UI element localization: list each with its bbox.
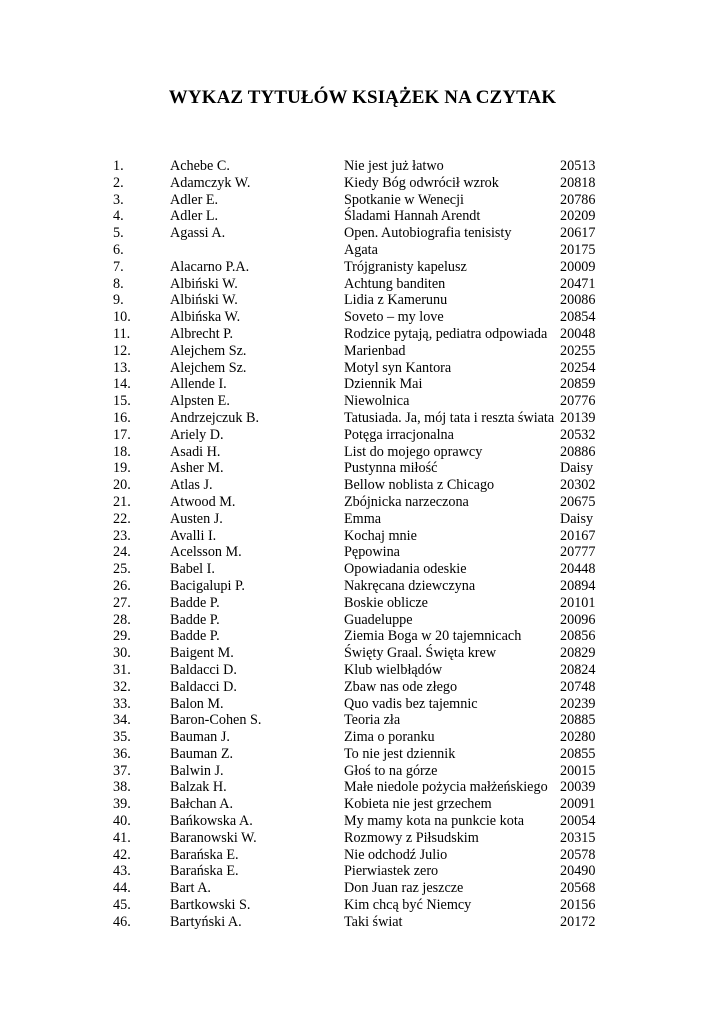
entry-title: Dziennik Mai [344, 376, 423, 393]
entry-title: Nie jest już łatwo [344, 158, 444, 174]
entry-number: 44. [113, 880, 131, 897]
entry-code: 20448 [560, 561, 596, 578]
entry-code: 20009 [560, 258, 596, 275]
list-item [0, 192, 725, 209]
entry-number: 27. [113, 594, 131, 611]
entry-title: Głoś to na górze [344, 762, 438, 779]
entry-code: 20490 [560, 863, 596, 880]
entry-number: 7. [113, 258, 124, 275]
entry-title: Kochaj mnie [344, 527, 417, 544]
list-item [0, 528, 725, 545]
entry-author: Barańska E. [170, 846, 239, 863]
entry-number: 12. [113, 342, 131, 359]
list-item [0, 612, 725, 629]
list-item [0, 561, 725, 578]
entry-author: Achebe C. [170, 158, 230, 174]
entry-number: 11. [113, 325, 131, 342]
entry-author: Andrzejczuk B. [170, 409, 260, 426]
entry-title: Kim chcą być Niemcy [344, 897, 472, 914]
list-item [0, 763, 725, 780]
entry-code: 20302 [560, 477, 596, 494]
entry-number: 26. [113, 577, 131, 594]
entry-code: 20786 [560, 191, 596, 208]
entry-author: Albińska W. [170, 309, 241, 326]
entry-code: 20859 [560, 376, 596, 393]
entry-author: Asadi H. [170, 443, 221, 460]
list-item [0, 376, 725, 393]
entry-author: Badde P. [170, 594, 220, 611]
entry-title: Agata [344, 241, 378, 258]
entry-author: Bacigalupi P. [170, 577, 245, 594]
entry-title: Nakręcana dziewczyna [344, 577, 476, 594]
entry-author: Alacarno P.A. [170, 258, 250, 275]
entry-code: 20139 [560, 409, 596, 426]
entry-code: 20091 [560, 796, 596, 813]
entry-number: 14. [113, 376, 131, 393]
entry-author: Albrecht P. [170, 325, 234, 342]
entry-code: 20777 [560, 544, 596, 561]
entry-number: 29. [113, 628, 131, 645]
list-item [0, 712, 725, 729]
list-item [0, 914, 725, 931]
list-item [0, 460, 725, 477]
list-item [0, 679, 725, 696]
entry-code: 20818 [560, 174, 596, 191]
list-item [0, 796, 725, 813]
entry-author: Atlas J. [170, 477, 213, 494]
list-item [0, 444, 725, 461]
entry-author: Albiński W. [170, 275, 238, 292]
entry-author: Bartyński A. [170, 913, 242, 930]
list-item [0, 158, 725, 175]
entry-title: Zbójnicka narzeczona [344, 493, 469, 510]
entry-number: 36. [113, 745, 131, 762]
entry-code: 20617 [560, 225, 596, 242]
list-item [0, 393, 725, 410]
entry-number: 25. [113, 561, 131, 578]
entry-code: 20254 [560, 359, 596, 376]
entry-title: Rozmowy z Piłsudskim [344, 829, 479, 846]
entry-title: Zbaw nas ode złego [344, 678, 458, 695]
entry-code: 20096 [560, 611, 596, 628]
entry-title: To nie jest dziennik [344, 745, 456, 762]
list-item [0, 242, 725, 259]
entry-author: Barańska E. [170, 863, 239, 880]
entry-number: 41. [113, 829, 131, 846]
list-item [0, 779, 725, 796]
entry-title: Guadeluppe [344, 611, 413, 628]
entry-title: Kobieta nie jest grzechem [344, 796, 492, 813]
entry-author: Adler L. [170, 208, 219, 225]
entry-title: Zima o poranku [344, 729, 435, 746]
entry-code: 20675 [560, 493, 596, 510]
entry-author: Babel I. [170, 561, 215, 578]
entry-code: 20824 [560, 661, 596, 678]
entry-number: 31. [113, 661, 131, 678]
list-item [0, 477, 725, 494]
entry-code: 20471 [560, 275, 596, 292]
entry-number: 4. [113, 208, 124, 225]
entry-number: 30. [113, 645, 131, 662]
entry-title: My mamy kota na punkcie kota [344, 813, 525, 830]
entry-title: Marienbad [344, 342, 406, 359]
list-item [0, 880, 725, 897]
entry-title: Don Juan raz jeszcze [344, 880, 464, 897]
entry-title: Potęga irracjonalna [344, 426, 454, 443]
entry-author: Badde P. [170, 628, 220, 645]
list-item [0, 343, 725, 360]
entry-title: Trójgranisty kapelusz [344, 258, 467, 275]
list-item [0, 208, 725, 225]
entry-number: 13. [113, 359, 131, 376]
entry-title: Tatusiada. Ja, mój tata i reszta świata [344, 409, 555, 426]
entry-title: Teoria zła [344, 712, 401, 729]
list-item [0, 427, 725, 444]
entry-title: Nie odchodź Julio [344, 846, 448, 863]
entry-title: Bellow noblista z Chicago [344, 477, 495, 494]
list-item [0, 662, 725, 679]
entry-title: Pępowina [344, 544, 400, 561]
entry-author: Allende I. [170, 376, 227, 393]
page-title: WYKAZ TYTUŁÓW KSIĄŻEK NA CZYTAK [168, 87, 557, 108]
list-item [0, 309, 725, 326]
entry-code: 20209 [560, 208, 596, 225]
entry-author: Badde P. [170, 611, 220, 628]
entry-number: 24. [113, 544, 131, 561]
entry-number: 43. [113, 863, 131, 880]
entry-number: 46. [113, 913, 131, 930]
list-item [0, 897, 725, 914]
list-item [0, 175, 725, 192]
entry-author: Ariely D. [170, 426, 224, 443]
entry-number: 39. [113, 796, 131, 813]
entry-number: 8. [113, 275, 124, 292]
list-item [0, 511, 725, 528]
entry-title: Open. Autobiografia tenisisty [344, 225, 512, 242]
entry-title: Święty Graal. Święta krew [344, 645, 497, 662]
entry-number: 6. [113, 241, 124, 258]
entry-title: Kiedy Bóg odwrócił wzrok [344, 174, 499, 191]
entry-author: Avalli I. [170, 527, 217, 544]
entry-number: 5. [113, 225, 124, 242]
list-item [0, 326, 725, 343]
entry-code: 20578 [560, 846, 596, 863]
entry-author: Atwood M. [170, 493, 236, 510]
entry-code: 20532 [560, 426, 596, 443]
entry-author: Alpsten E. [170, 393, 230, 410]
entry-code: 20280 [560, 729, 596, 746]
list-item [0, 292, 725, 309]
list-item [0, 544, 725, 561]
entry-title: Opowiadania odeskie [344, 561, 467, 578]
entry-code: 20315 [560, 829, 596, 846]
list-item [0, 830, 725, 847]
list-item [0, 813, 725, 830]
entry-code: 20885 [560, 712, 596, 729]
list-item [0, 847, 725, 864]
entry-number: 19. [113, 460, 131, 477]
entry-number: 35. [113, 729, 131, 746]
list-item [0, 259, 725, 276]
entry-author: Balon M. [170, 695, 224, 712]
entry-number: 15. [113, 393, 131, 410]
entry-author: Bauman J. [170, 729, 230, 746]
entry-title: Taki świat [344, 913, 403, 930]
entry-title: Śladami Hannah Arendt [344, 208, 481, 225]
entry-number: 37. [113, 762, 131, 779]
entry-author: Bańkowska A. [170, 813, 253, 830]
entry-number: 17. [113, 426, 131, 443]
entry-author: Baldacci D. [170, 661, 237, 678]
entry-code: 20776 [560, 393, 596, 410]
entry-code: 20054 [560, 813, 596, 830]
entry-author: Austen J. [170, 510, 223, 527]
entry-title: Niewolnica [344, 393, 410, 410]
entry-number: 45. [113, 897, 131, 914]
entry-number: 18. [113, 443, 131, 460]
entry-code: 20048 [560, 325, 596, 342]
entry-title: Motyl syn Kantora [344, 359, 452, 376]
entry-title: Lidia z Kamerunu [344, 292, 448, 309]
entry-author: Baldacci D. [170, 678, 237, 695]
entry-code: 20513 [560, 158, 596, 174]
list-item [0, 696, 725, 713]
entry-author: Albiński W. [170, 292, 238, 309]
entry-code: Daisy [560, 510, 594, 527]
entry-author: Alejchem Sz. [170, 359, 247, 376]
entry-number: 34. [113, 712, 131, 729]
entry-code: 20748 [560, 678, 596, 695]
entry-title: Rodzice pytają, pediatra odpowiada [344, 325, 548, 342]
list-item [0, 225, 725, 242]
entry-title: Emma [344, 510, 382, 527]
entry-code: 20101 [560, 594, 596, 611]
book-list [0, 158, 725, 931]
entry-title: List do mojego oprawcy [344, 443, 483, 460]
entry-title: Klub wielbłądów [344, 661, 443, 678]
entry-author: Baron-Cohen S. [170, 712, 262, 729]
entry-code: 20886 [560, 443, 596, 460]
entry-author: Bartkowski S. [170, 897, 251, 914]
entry-author: Bauman Z. [170, 745, 234, 762]
entry-code: Daisy [560, 460, 594, 477]
list-item [0, 628, 725, 645]
entry-code: 20239 [560, 695, 596, 712]
list-item [0, 360, 725, 377]
entry-title: Soveto – my love [344, 309, 444, 326]
entry-title: Spotkanie w Wenecji [344, 191, 464, 208]
entry-author: Adler E. [170, 191, 219, 208]
entry-code: 20255 [560, 342, 596, 359]
entry-code: 20172 [560, 913, 596, 930]
entry-title: Achtung banditen [344, 275, 446, 292]
entry-code: 20894 [560, 577, 596, 594]
entry-number: 1. [113, 158, 124, 174]
entry-author: Adamczyk W. [170, 174, 251, 191]
list-item [0, 410, 725, 427]
entry-number: 23. [113, 527, 131, 544]
entry-number: 20. [113, 477, 131, 494]
entry-number: 32. [113, 678, 131, 695]
entry-number: 22. [113, 510, 131, 527]
entry-number: 21. [113, 493, 131, 510]
entry-code: 20086 [560, 292, 596, 309]
entry-code: 20015 [560, 762, 596, 779]
entry-author: Alejchem Sz. [170, 342, 247, 359]
entry-code: 20156 [560, 897, 596, 914]
list-item [0, 494, 725, 511]
entry-code: 20854 [560, 309, 596, 326]
entry-author: Acelsson M. [170, 544, 242, 561]
entry-number: 2. [113, 174, 124, 191]
entry-code: 20829 [560, 645, 596, 662]
entry-number: 9. [113, 292, 124, 309]
entry-number: 42. [113, 846, 131, 863]
list-item [0, 276, 725, 293]
list-item [0, 863, 725, 880]
entry-code: 20167 [560, 527, 596, 544]
entry-code: 20568 [560, 880, 596, 897]
entry-number: 33. [113, 695, 131, 712]
entry-title: Pustynna miłość [344, 460, 438, 477]
entry-title: Quo vadis bez tajemnic [344, 695, 478, 712]
entry-title: Małe niedole pożycia małżeńskiego [344, 779, 548, 796]
entry-number: 10. [113, 309, 131, 326]
list-item [0, 746, 725, 763]
list-item [0, 645, 725, 662]
entry-author: Baigent M. [170, 645, 234, 662]
list-item [0, 729, 725, 746]
entry-author: Baranowski W. [170, 829, 257, 846]
entry-number: 38. [113, 779, 131, 796]
entry-code: 20855 [560, 745, 596, 762]
entry-author: Agassi A. [170, 225, 226, 242]
entry-title: Ziemia Boga w 20 tajemnicach [344, 628, 522, 645]
entry-number: 40. [113, 813, 131, 830]
entry-code: 20856 [560, 628, 596, 645]
entry-number: 28. [113, 611, 131, 628]
entry-title: Boskie oblicze [344, 594, 428, 611]
entry-author: Balzak H. [170, 779, 227, 796]
entry-author: Bałchan A. [170, 796, 234, 813]
entry-title: Pierwiastek zero [344, 863, 439, 880]
entry-author: Balwin J. [170, 762, 224, 779]
entry-author: Asher M. [170, 460, 224, 477]
entry-author: Bart A. [170, 880, 211, 897]
entry-code: 20175 [560, 241, 596, 258]
entry-number: 16. [113, 409, 131, 426]
entry-code: 20039 [560, 779, 596, 796]
entry-number: 3. [113, 191, 124, 208]
list-item [0, 578, 725, 595]
list-item [0, 595, 725, 612]
